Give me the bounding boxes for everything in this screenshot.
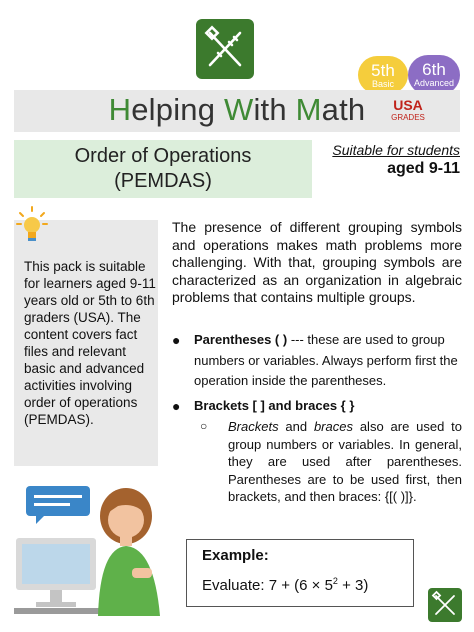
lightbulb-icon (16, 206, 48, 246)
parentheses-bullet (172, 330, 462, 392)
grade-5-label: Basic (371, 79, 394, 89)
brand-title: Helping With Math (108, 92, 366, 127)
intro-paragraph: The presence of different grouping symbols and operations makes math problems more challenging. With that, grouping symbols are characterized as an organization in algebraic problems that contains multiple groups. (172, 219, 462, 305)
brackets-label: Brackets [ ] and braces { } (194, 398, 355, 413)
example-expression: Evaluate: $7 + (6 \times 5^2 + 3)$ (202, 576, 369, 594)
grade-5-number: 5th (371, 61, 395, 80)
brackets-subbullet: ○ Brackets and braces also are used to group numbers or variables. In general, they are used after parentheses. Parentheses are to be used first, then brackets, and then braces: {[( )]}. (200, 419, 462, 504)
usa-label: USA (393, 97, 423, 113)
brackets-bullet (172, 398, 462, 413)
parentheses-text: --- these are used to group numbers or variables. Always perform first the operation inside the parentheses. (194, 332, 458, 388)
example-title: Example: (202, 547, 269, 564)
grade-6-number: 6th (422, 60, 446, 79)
summary-text: This pack is suitable for learners aged 9-11 years old or 5th to 6th graders (USA). The content covers fact files and relevant basic and advanced activities involving order of operations (PEMDAS). (24, 259, 156, 427)
grade-5-badge (358, 56, 408, 94)
parentheses-label: Parentheses ( ) (194, 332, 288, 347)
bullet-dot: ● (172, 332, 181, 348)
grade-6-label: Advanced (413, 78, 455, 88)
grade-6-badge (408, 55, 460, 95)
logo-icon (196, 19, 254, 79)
bullet-dot: ● (172, 398, 181, 414)
age-range: aged 9-11 (387, 160, 460, 177)
grades-label: GRADES (391, 113, 425, 122)
topic-title: Order of Operations (PEMDAS) (74, 145, 252, 192)
corner-logo-icon (428, 588, 462, 622)
suitable-label: Suitable for students (332, 142, 460, 158)
subbullet-circle: ○ (200, 419, 208, 433)
student-computer-illustration (14, 476, 164, 616)
